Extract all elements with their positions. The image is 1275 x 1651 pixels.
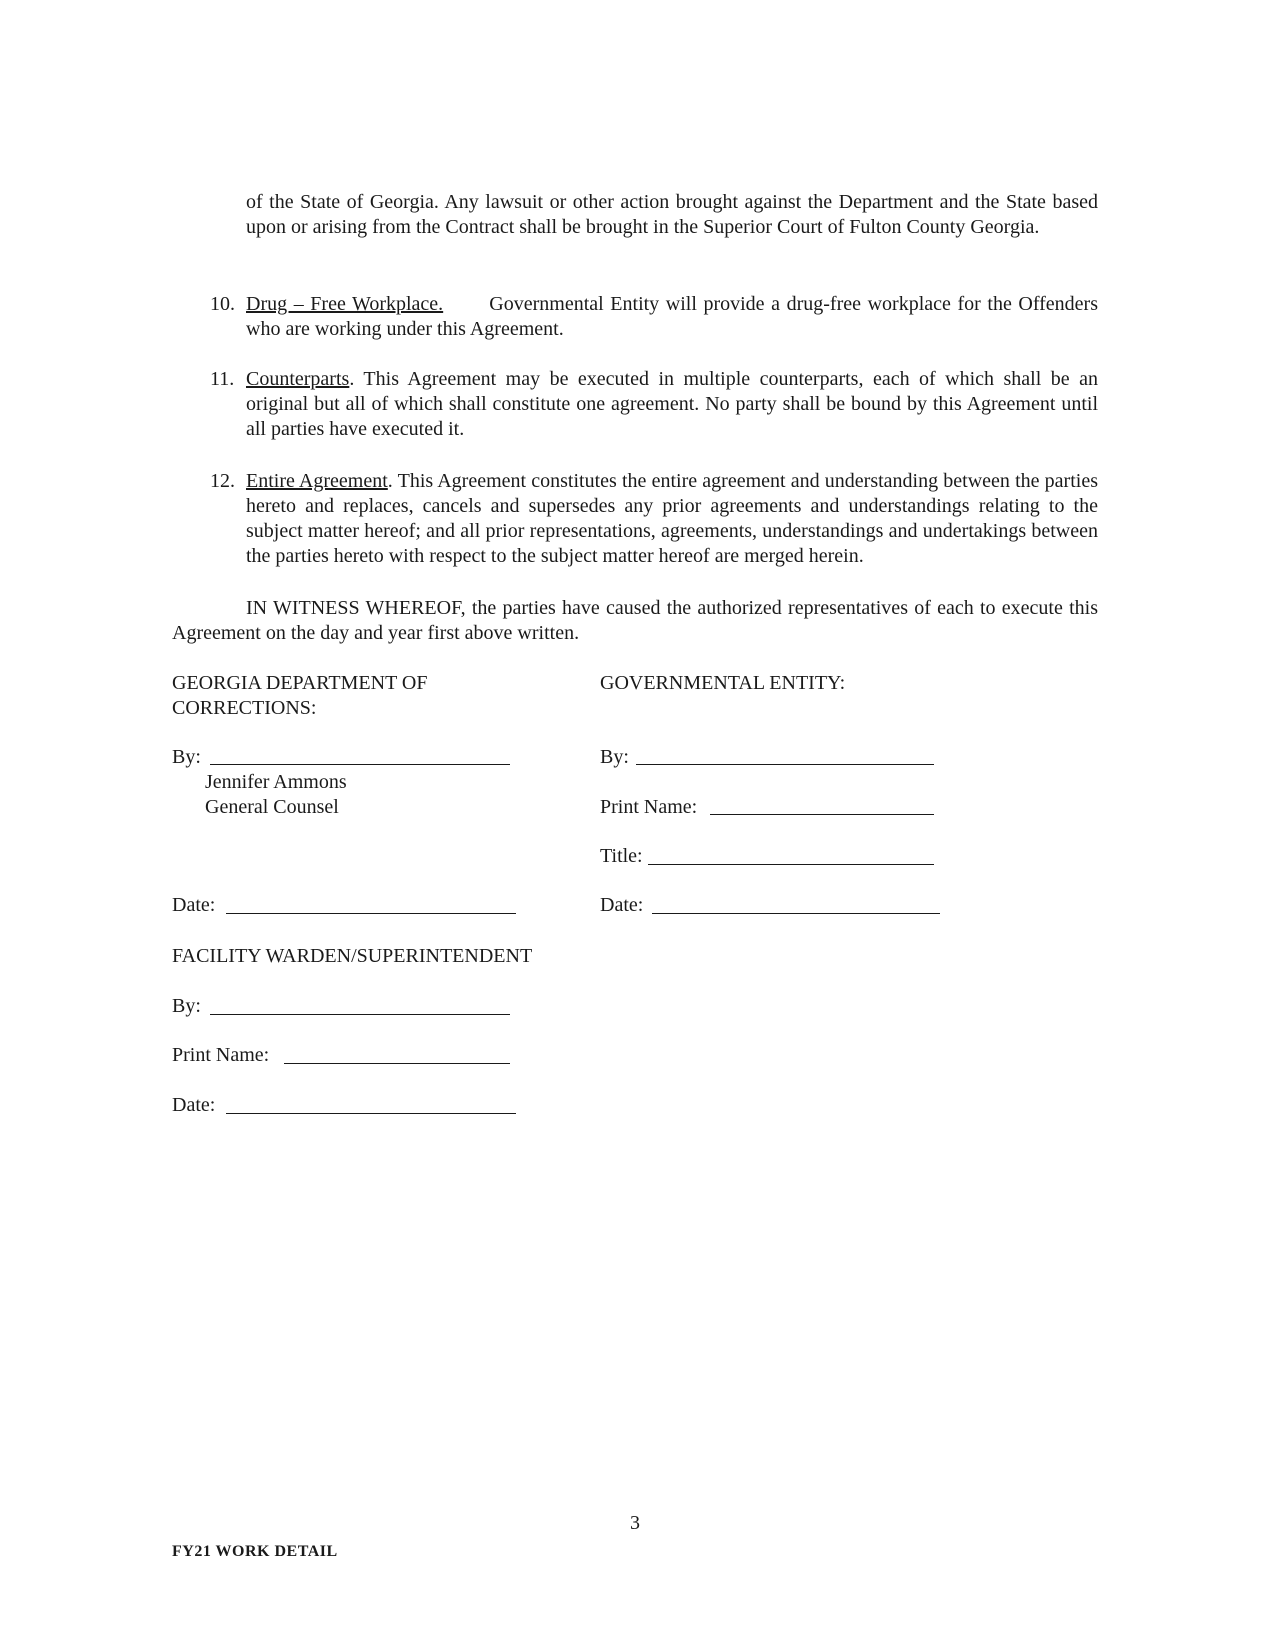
entity-print-name-line[interactable]	[710, 814, 934, 815]
warden-date-line[interactable]	[226, 1113, 516, 1114]
warden-heading: FACILITY WARDEN/SUPERINTENDENT	[172, 945, 533, 967]
item-12-text: . This Agreement constitutes the entire agreement and understanding between the parties hereto and replaces, cancels and supersedes any prior agreements and understandings relating to the subject matter hereof; and all prior representations, agreements, understandings and undertakings between the parties hereto with respect to the subject matter hereof are merged herein.	[246, 470, 1098, 567]
item-12-number: 12.	[210, 470, 235, 492]
gdc-heading-line1: GEORGIA DEPARTMENT OF	[172, 672, 428, 694]
footer-label: FY21 WORK DETAIL	[172, 1543, 338, 1560]
entity-by-label: By:	[600, 746, 629, 768]
gdc-by-signature-line[interactable]	[210, 764, 510, 765]
warden-by-signature-line[interactable]	[210, 1014, 510, 1015]
warden-print-name-line[interactable]	[284, 1063, 510, 1064]
item-11-number: 11.	[210, 368, 235, 390]
item-12-paragraph	[246, 469, 1098, 569]
gdc-signer-name: Jennifer Ammons	[205, 771, 347, 793]
item-11-paragraph	[246, 367, 1098, 442]
gdc-date-line[interactable]	[226, 913, 516, 914]
entity-title-label: Title:	[600, 845, 643, 867]
item-10-paragraph	[246, 292, 1098, 342]
entity-heading: GOVERNMENTAL ENTITY:	[600, 672, 846, 694]
item-11-text: . This Agreement may be executed in multiple counterparts, each of which shall be an original but all of which shall constitute one agreement. No party shall be bound by this Agreement until all parties have executed it.	[246, 368, 1098, 440]
warden-by-label: By:	[172, 995, 201, 1017]
item-12-heading: Entire Agreement	[246, 470, 388, 492]
item-10-heading: Drug – Free Workplace.	[246, 293, 444, 315]
warden-date-label: Date:	[172, 1094, 216, 1116]
page-number: 3	[630, 1512, 640, 1534]
item-10-number: 10.	[210, 293, 235, 315]
entity-title-line[interactable]	[648, 864, 934, 865]
entity-date-label: Date:	[600, 894, 644, 916]
witness-paragraph: IN WITNESS WHEREOF, the parties have caused the authorized representatives of each to execute this Agreement on the day and year first above written.	[172, 597, 1098, 644]
entity-date-line[interactable]	[652, 913, 940, 914]
gdc-date-label: Date:	[172, 894, 216, 916]
entity-by-signature-line[interactable]	[636, 764, 934, 765]
item-11-heading: Counterparts	[246, 368, 350, 390]
item-10-text: Governmental Entity will provide a drug-free workplace for the Offenders who are working under this Agreement.	[246, 293, 1099, 340]
gdc-heading-line2: CORRECTIONS:	[172, 697, 317, 719]
continuation-paragraph: of the State of Georgia. Any lawsuit or other action brought against the Department and the State based upon or arising from the Contract shall be brought in the Superior Court of Fulton County Georgia.	[246, 191, 1098, 238]
warden-print-name-label: Print Name:	[172, 1044, 270, 1066]
gdc-signer-title: General Counsel	[205, 796, 339, 818]
gdc-by-label: By:	[172, 746, 201, 768]
entity-print-name-label: Print Name:	[600, 796, 698, 818]
